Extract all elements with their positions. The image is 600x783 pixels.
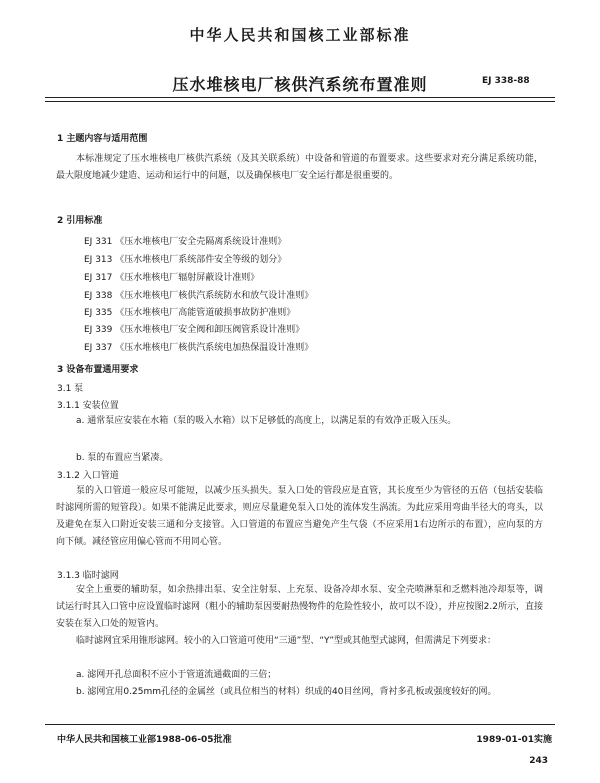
item-3-1-1-b: b. 泵的布置应当紧凑。 <box>76 453 169 463</box>
item-3-1-3-a: a. 滤网开孔总面积不应小于管道流通截面的三倍； <box>76 670 277 680</box>
section-1-body: 本标准规定了压水堆核电厂核供汽系统（及其关联系统）中设备和管道的布置要求。这些要求对充分满足系统功能，最大限度地减少建造、运动和运行中的问题，以及确保核电厂安全运行都是很重要的。 <box>56 154 543 181</box>
document-title: 压水堆核电厂核供汽系统布置准则 <box>172 75 428 94</box>
item-3-1-3-b: b. 滤网宜用0.25mm孔径的金属丝（或具位相当的材料）织成的40目丝网，背衬多孔板或强度较好的网。 <box>76 687 497 697</box>
standard-code: EJ 338-88 <box>482 76 530 86</box>
reference-item: EJ 338 《压水堆核电厂核供汽系统防水和放气设计准则》 <box>84 291 314 301</box>
reference-item: EJ 337 《压水堆核电厂核供汽系统电加热保温设计准则》 <box>84 343 314 353</box>
section-3-heading: 3 设备布置通用要求 <box>57 365 139 375</box>
effective-date: 1989-01-01实施 <box>476 735 552 745</box>
section-3-1-2-body: 泵的入口管道一般应尽可能短，以减少压头损失。泵入口处的管段应是直管，其长度至少为管径的五倍（包括安装临时滤网所需的短管段）。如果不能满足此要求，则应尽量避免泵入口处的流体发生涡流。为此应采用弯曲半径大的弯头，以及避免在泵入口附近安装三通和分支接管。入口管道的布置应当避免产生气袋（不应采用1右边所示的布置），应向泵的方向下倾。减径管应用偏心管而不用同心管。 <box>56 486 543 547</box>
section-1-heading: 1 主题内容与适用范围 <box>57 134 148 144</box>
section-3-1-3-body-2: 临时滤网宜采用锥形滤网。较小的入口管道可使用“三通”型、“Y”型或其他型式滤网，但需满足下列要求： <box>76 636 496 646</box>
approval-date: 中华人民共和国核工业部1988-06-05批准 <box>57 735 232 745</box>
page-number: 243 <box>529 756 548 766</box>
section-3-1-3-body: 安全上重要的辅助泵，如余热排出泵、安全注射泵、上充泵、设备冷却水泵、安全壳喷淋泵和乏燃料池冷却泵等，调试运行时其入口管中应设置临时滤网（粗小的辅助泵因要耐热慢物件的危险性较小，故可以不设），并应按图2.2所示，直接安装在泵入口处的短管内。 <box>56 585 543 629</box>
reference-item: EJ 313 《压水堆核电厂系统部件安全等级的划分》 <box>84 255 287 265</box>
reference-item: EJ 339 《压水堆核电厂安全阀和卸压阀管系设计准则》 <box>84 325 305 335</box>
subsection-3-1-1-heading: 3.1.1 安装位置 <box>57 401 119 411</box>
subsection-3-1-3-heading: 3.1.3 临时滤网 <box>57 571 119 581</box>
footer-rule <box>45 724 555 725</box>
reference-item: EJ 335 《压水堆核电厂高能管道破损事故防护准则》 <box>84 308 296 318</box>
reference-item: EJ 331 《压水堆核电厂安全壳隔离系统设计准则》 <box>84 237 287 247</box>
header-rule-top <box>45 97 555 98</box>
subsection-3-1-heading: 3.1 泵 <box>57 384 84 394</box>
section-2-heading: 2 引用标准 <box>57 216 103 226</box>
reference-item: EJ 317 《压水堆核电厂辐射屏蔽设计准则》 <box>84 273 260 283</box>
subsection-3-1-2-heading: 3.1.2 入口管道 <box>57 471 119 481</box>
issuing-authority: 中华人民共和国核工业部标准 <box>189 26 411 44</box>
header-rule-bottom <box>45 101 555 102</box>
item-3-1-1-a: a. 通常泵应安装在水箱（泵的吸入水箱）以下足够低的高度上，以满足泵的有效净正吸入压头。 <box>76 416 457 426</box>
